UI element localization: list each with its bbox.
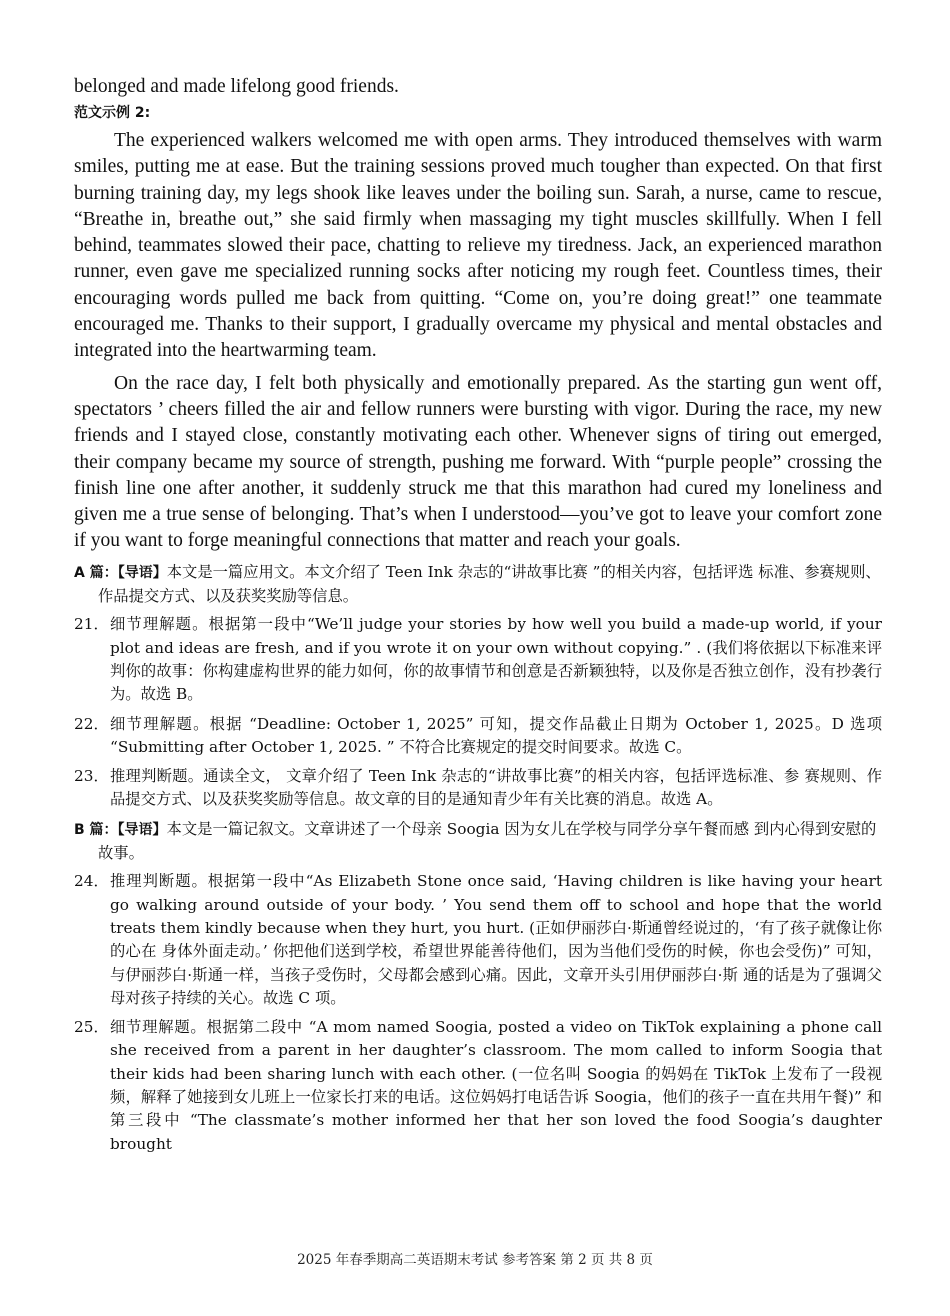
section-b-text: 本文是一篇记叙文。文章讲述了一个母亲 Soogia 因为女儿在学校与同学分享午餐而感 到内心得到安慰的故事。 <box>98 819 877 863</box>
item-number: 22． <box>74 714 109 733</box>
intro-line: belonged and made lifelong good friends. <box>74 76 399 97</box>
page-footer: 2025 年春季期高二英语期末考试 参考答案 第 2 页 共 8 页 <box>297 1252 653 1268</box>
item-number: 25． <box>74 1018 109 1037</box>
essay-paragraph-2: On the race day, I felt both physically and emotionally prepared. As the starting gun went off, spectators ’ cheers filled the air and fellow runners were bursting with vigor. During the race, my new friends and I stayed close, constantly motivating each other. Whenever signs of tiring out emerged, their company became my source of strength, pushing me forward. With “purple people” crossing the finish line one after another, it suddenly struck me that this marathon had cured my loneliness and given me a true sense of belonging. That’s when I understood—you’ve got to leave your comfort zone if you want to forge meaningful connections that matter and reach your goals. <box>74 372 882 552</box>
answer-item-21 <box>74 613 882 706</box>
section-a-intro <box>74 561 882 609</box>
item-number: 21． <box>74 615 109 634</box>
item-number: 24． <box>74 872 109 891</box>
item-text: 细节理解题。根据 “Deadline: October 1, 2025” 可知，提交作品截止日期为 October 1, 2025。D 选项 “Submitting after October 1, 2025. ” 不符合比赛规定的提交时间要求。故选 C。 <box>110 714 882 756</box>
sample-label: 范文示例 2: <box>74 105 151 121</box>
section-a-heading: A 篇：【导语】 <box>74 564 167 581</box>
section-b-heading: B 篇：【导语】 <box>74 821 167 838</box>
section-a-text: 本文是一篇应用文。本文介绍了 Teen Ink 杂志的“讲故事比赛 ”的相关内容，包括评选 标准、参赛规则、作品提交方式、以及获奖奖励等信息。 <box>98 562 881 606</box>
essay-paragraph-1: The experienced walkers welcomed me with open arms. They introduced themselves with warm smiles, putting me at ease. But the training sessions proved much tougher than expected. On that first burning training day, my legs shook like leaves under the boiling sun. Sarah, a nurse, came to rescue, “Breathe in, breathe out,” she said firmly when massaging my tight muscles skillfully. When I fell behind, teammates slowed their pace, chatting to relieve my tiredness. Jack, an experienced marathon runner, even gave me specialized running socks after noticing my rough feet. Countless times, their encouraging words pulled me back from quitting. “Come on, you’re doing great!” one teammate encouraged me. Thanks to their support, I gradually overcame my physical and mental obstacles and integrated into the heartwarming team. <box>74 130 882 362</box>
answer-item-24 <box>74 870 882 1010</box>
answer-item-23 <box>74 765 882 812</box>
section-b-intro <box>74 818 882 866</box>
item-text: 推理判断题。通读全文， 文章介绍了 Teen Ink 杂志的“讲故事比赛”的相关内容，包括评选标准、参 赛规则、作品提交方式、以及获奖奖励等信息。故文章的目的是通知青少年有关比赛的消息。故选 A。 <box>110 767 882 809</box>
item-text: 推理判断题。根据第一段中“As Elizabeth Stone once said, ‘Having children is like having your heart go walking around outside of your body. ’ You send them off to school and hope that the world treats them kindly because when they hurt, you hurt. (正如伊丽莎白·斯通曾经说过的，‘有了孩子就像让你的心在 身体外面走动。’ 你把他们送到学校，希望世界能善待他们，因为当他们受伤的时候，你也会受伤)” 可知，与伊丽莎白·斯通一样，当孩子受伤时，父母都会感到心痛。因此，文章开头引用伊丽莎白·斯 通的话是为了强调父母对孩子持续的关心。故选 C 项。 <box>110 872 882 1007</box>
item-text: 细节理解题。根据第二段中 “A mom named Soogia, posted a video on TikTok explaining a phone call she received from a parent in her daughter’s classroom. The mom called to inform Soogia that their kids had been sharing lunch with each other. (一位名叫 Soogia 的妈妈在 TikTok 上发布了一段视频，解释了她接到女儿班上一位家长打来的电话。这位妈妈打电话告诉 Soogia，他们的孩子一直在共用午餐)” 和第三段中 “The classmate’s mother informed her that her son loved the food Soogia’s daughter brought <box>110 1018 882 1153</box>
answer-page <box>74 74 882 1162</box>
item-number: 23． <box>74 767 109 786</box>
item-text: 细节理解题。根据第一段中“We’ll judge your stories by how well you build a made-up world, if your plot and ideas are fresh, and if you wrote it on your own without copying.” . (我们将依据以下标准来评判你的故事：你构建虚构世界的能力如何，你的故事情节和创意是否新颖独特，以及你是否独立创作，没有抄袭行为。故选 B。 <box>110 615 882 704</box>
answer-item-22 <box>74 713 882 760</box>
answer-item-25 <box>74 1016 882 1156</box>
